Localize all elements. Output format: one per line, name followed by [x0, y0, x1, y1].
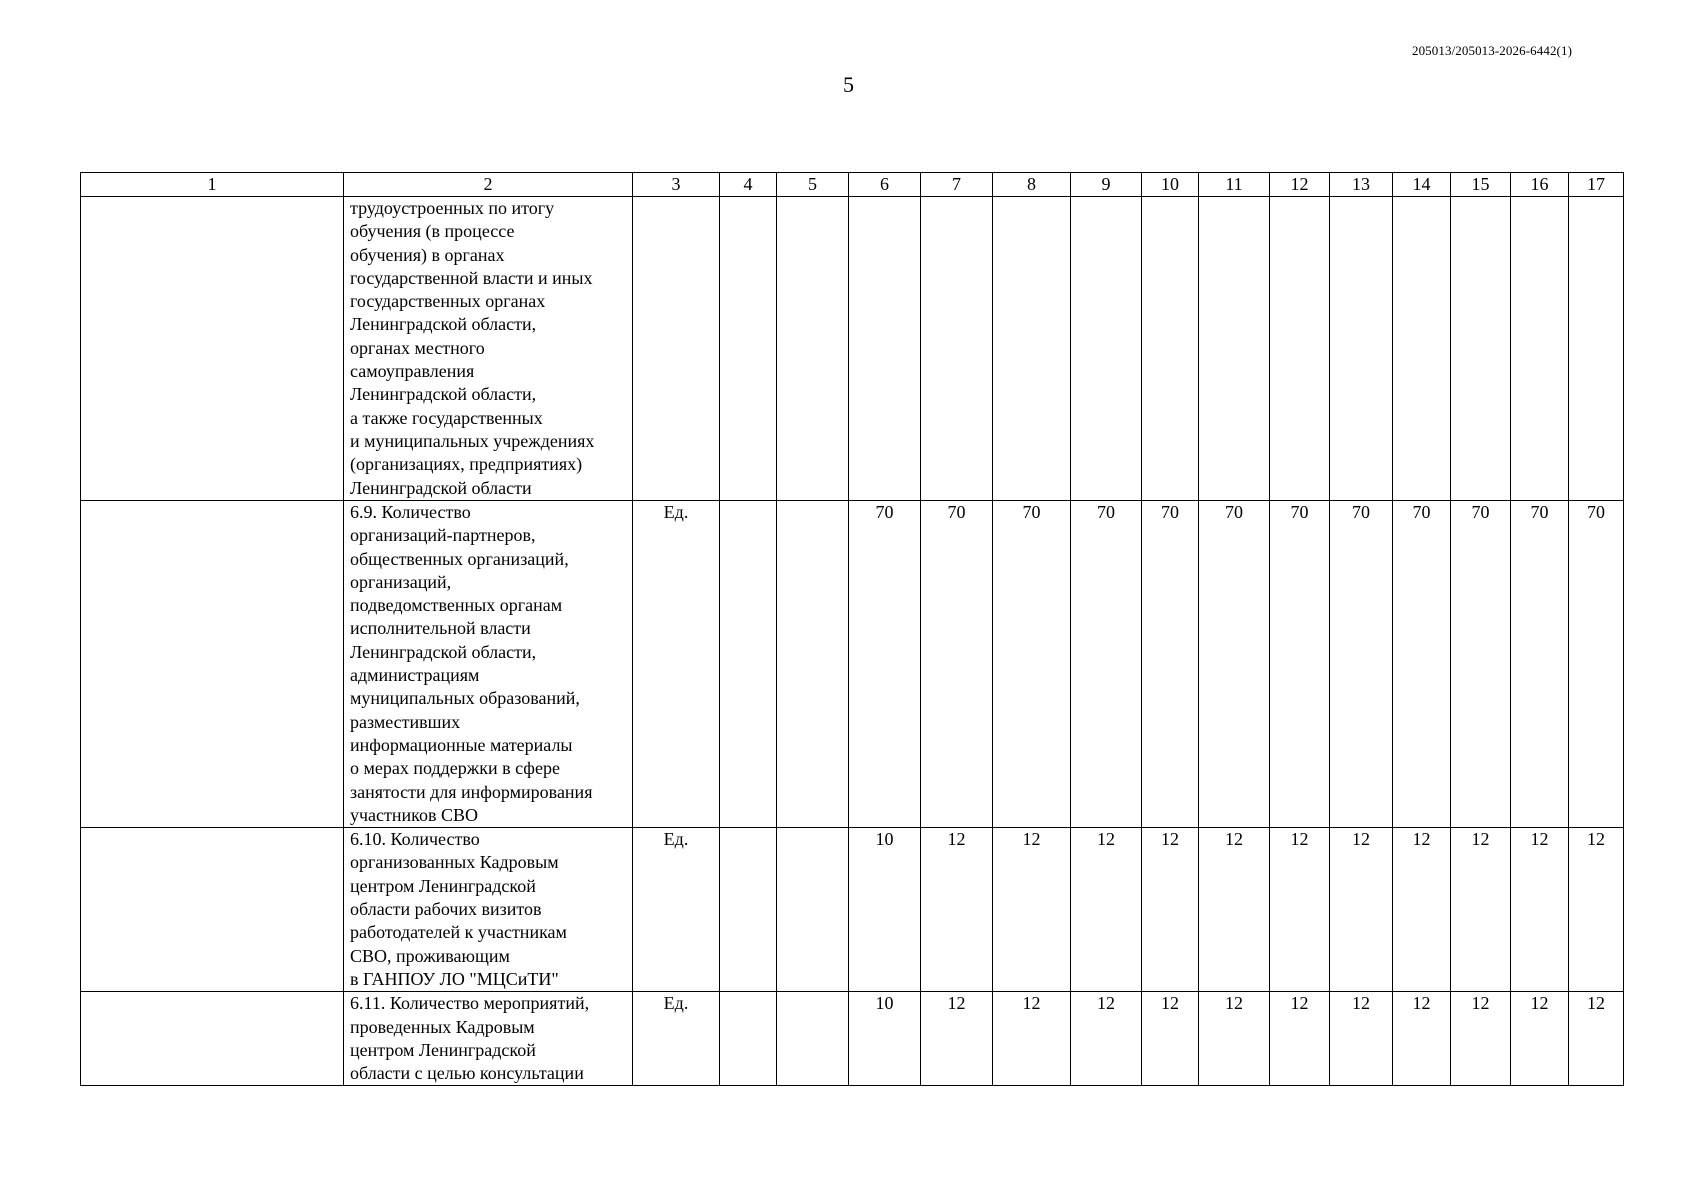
value-cell — [777, 501, 849, 828]
unit-cell: Ед. — [633, 828, 720, 992]
value-cell — [1199, 197, 1270, 501]
value-cell: 70 — [1270, 501, 1330, 828]
value-cell — [1142, 197, 1199, 501]
value-cell: 12 — [1270, 828, 1330, 992]
empty-cell — [81, 197, 344, 501]
empty-cell — [81, 501, 344, 828]
value-cell: 12 — [921, 992, 993, 1086]
column-number: 17 — [1569, 173, 1624, 197]
column-number: 15 — [1451, 173, 1511, 197]
value-cell: 70 — [1199, 501, 1270, 828]
value-cell: 12 — [1511, 992, 1569, 1086]
value-cell — [777, 197, 849, 501]
value-cell — [1511, 197, 1569, 501]
value-cell: 12 — [1569, 828, 1624, 992]
table-row — [81, 992, 1624, 1086]
value-cell: 12 — [1330, 992, 1393, 1086]
indicator-text: 6.11. Количество мероприятий, проведенных Кадровым центром Ленинградской области с целью консультации — [344, 992, 633, 1086]
value-cell — [720, 992, 777, 1086]
value-cell — [921, 197, 993, 501]
value-cell: 70 — [921, 501, 993, 828]
value-cell: 12 — [1142, 992, 1199, 1086]
value-cell: 70 — [1569, 501, 1624, 828]
value-cell — [1393, 197, 1451, 501]
value-cell — [720, 501, 777, 828]
value-cell: 12 — [921, 828, 993, 992]
value-cell: 70 — [1142, 501, 1199, 828]
value-cell: 70 — [1511, 501, 1569, 828]
column-number: 14 — [1393, 173, 1451, 197]
value-cell: 70 — [849, 501, 921, 828]
value-cell — [777, 828, 849, 992]
unit-cell: Ед. — [633, 992, 720, 1086]
column-number: 8 — [993, 173, 1071, 197]
empty-cell — [81, 828, 344, 992]
table-row — [81, 501, 1624, 828]
table-row — [81, 197, 1624, 501]
column-number: 9 — [1071, 173, 1142, 197]
value-cell: 12 — [1071, 992, 1142, 1086]
column-number: 2 — [344, 173, 633, 197]
column-number: 6 — [849, 173, 921, 197]
value-cell — [777, 992, 849, 1086]
page-number: 5 — [843, 72, 854, 97]
unit-cell: Ед. — [633, 501, 720, 828]
table-body — [81, 173, 1624, 1086]
value-cell: 10 — [849, 828, 921, 992]
column-number-row — [81, 173, 1624, 197]
value-cell: 12 — [1393, 992, 1451, 1086]
value-cell: 70 — [1451, 501, 1511, 828]
value-cell — [1270, 197, 1330, 501]
column-number: 1 — [81, 173, 344, 197]
value-cell — [720, 197, 777, 501]
column-number: 10 — [1142, 173, 1199, 197]
value-cell: 12 — [993, 828, 1071, 992]
column-number: 13 — [1330, 173, 1393, 197]
column-number: 11 — [1199, 173, 1270, 197]
column-number: 4 — [720, 173, 777, 197]
document-id: 205013/205013-2026-6442(1) — [1411, 43, 1572, 58]
column-number: 5 — [777, 173, 849, 197]
column-number: 12 — [1270, 173, 1330, 197]
indicator-text: 6.9. Количество организаций-партнеров, общественных организаций, организаций, подведомственных органам исполнительной власти Ленинградской области, администрациям муниципальных образований, разместивших информационные материалы о мерах поддержки в сфере занятости для информирования участников СВО — [344, 501, 633, 828]
value-cell — [1569, 197, 1624, 501]
value-cell — [720, 828, 777, 992]
value-cell: 70 — [1330, 501, 1393, 828]
value-cell: 12 — [1393, 828, 1451, 992]
indicator-text: трудоустроенных по итогу обучения (в процессе обучения) в органах государственной власти и иных государственных органах Ленинградской области, органах местного самоуправления Ленинградской области, а также государственных и муниципальных учреждениях (организациях, предприятиях) Ленинградской области — [344, 197, 633, 501]
value-cell: 12 — [1569, 992, 1624, 1086]
value-cell — [1071, 197, 1142, 501]
value-cell — [1451, 197, 1511, 501]
value-cell: 70 — [1393, 501, 1451, 828]
value-cell: 12 — [1199, 992, 1270, 1086]
column-number: 3 — [633, 173, 720, 197]
value-cell: 12 — [1451, 828, 1511, 992]
value-cell: 12 — [1451, 992, 1511, 1086]
table-row — [81, 828, 1624, 992]
column-number: 7 — [921, 173, 993, 197]
value-cell: 12 — [1511, 828, 1569, 992]
value-cell: 12 — [1142, 828, 1199, 992]
value-cell: 12 — [1270, 992, 1330, 1086]
value-cell: 12 — [1199, 828, 1270, 992]
value-cell: 70 — [1071, 501, 1142, 828]
column-number: 16 — [1511, 173, 1569, 197]
indicator-text: 6.10. Количество организованных Кадровым центром Ленинградской области рабочих визитов работодателей к участникам СВО, проживающим в ГАНПОУ ЛО "МЦСиТИ" — [344, 828, 633, 992]
value-cell — [849, 197, 921, 501]
value-cell: 10 — [849, 992, 921, 1086]
value-cell: 12 — [1330, 828, 1393, 992]
value-cell — [993, 197, 1071, 501]
indicator-table — [80, 172, 1624, 1086]
value-cell: 12 — [993, 992, 1071, 1086]
value-cell: 12 — [1071, 828, 1142, 992]
value-cell: 70 — [993, 501, 1071, 828]
value-cell — [1330, 197, 1393, 501]
empty-cell — [81, 992, 344, 1086]
unit-cell — [633, 197, 720, 501]
